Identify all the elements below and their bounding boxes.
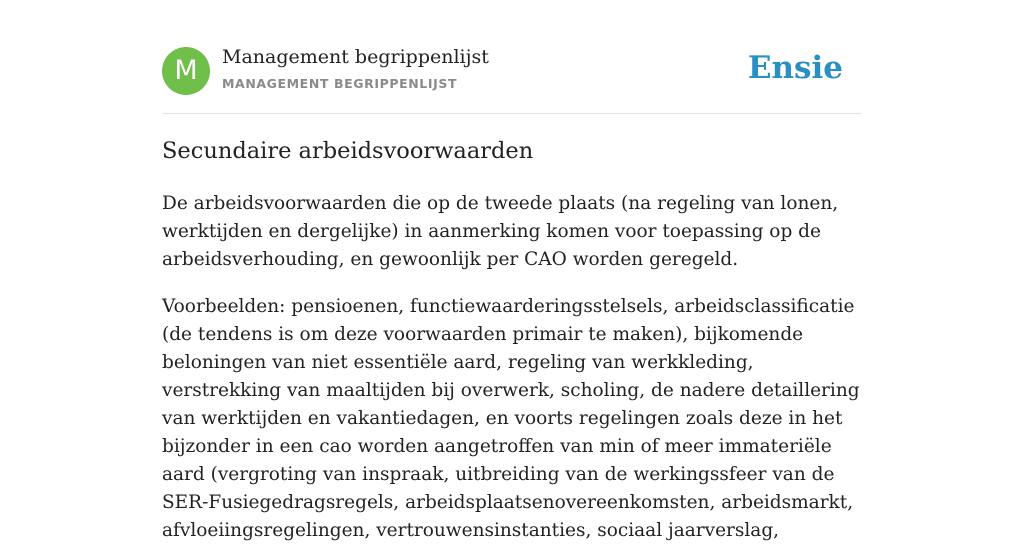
entry-title: Secundaire arbeidsvoorwaarden — [162, 138, 534, 164]
source-avatar[interactable]: M — [162, 47, 210, 95]
entry-card — [162, 0, 862, 541]
definition-paragraph: De arbeidsvoorwaarden die op de tweede plaats (na regeling van lonen, werktijden en dergelijke) in aanmerking komen voor toepassing op de arbeidsverhouding, en gewoonlijk per CAO worden geregeld. — [162, 193, 839, 270]
source-subtitle[interactable]: MANAGEMENT BEGRIPPENLIJST — [222, 76, 458, 91]
examples-paragraph: Voorbeelden: pensioenen, functiewaarderingsstelsels, arbeidsclassificatie (de tendens is om deze voorwaarden primair te maken), bijkomende beloningen van niet essentiële aard, regeling van werkkleding, verstrekking van maaltijden bij overwerk, scholing, de nadere detaillering van werktijden en vakantiedagen, en voorts regelingen zoals deze in het bijzonder in een cao worden aangetroffen van min of meer immateriële aard (vergroting van inspraak, uitbreiding van de werkingssfeer van de SER-Fusiegedragsregels, arbeidsplaatsenovereenkomsten, arbeidsmarkt, afvloeiingsregelingen, vertrouwensinstanties, sociaal jaarverslag, — [162, 296, 860, 541]
source-title[interactable]: Management begrippenlijst — [222, 46, 489, 68]
entry-header — [162, 0, 862, 114]
ensie-logo[interactable]: Ensie — [747, 50, 843, 86]
